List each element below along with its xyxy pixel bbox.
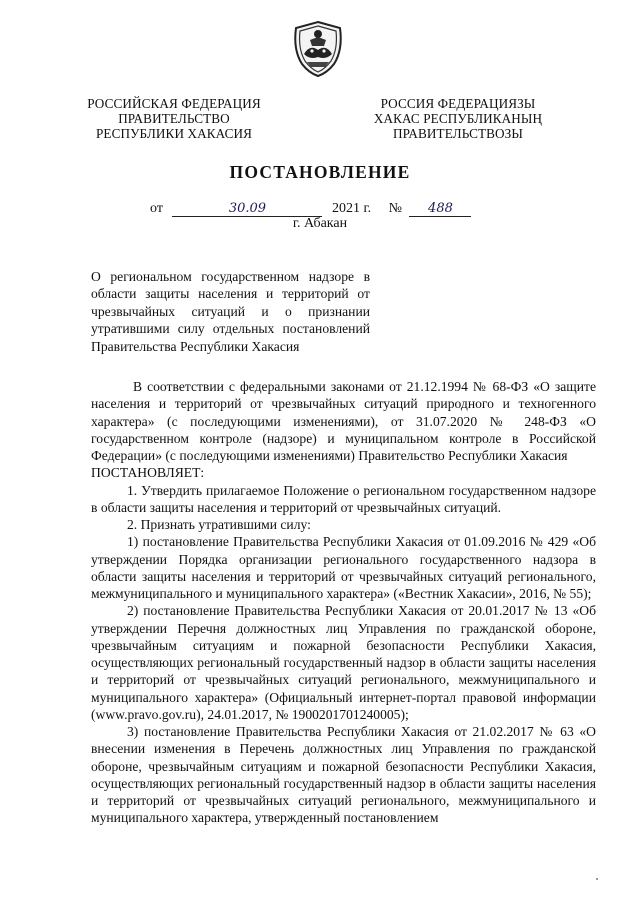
city-name: г. Абакан — [292, 216, 348, 231]
subitem-2-paragraph: 2) постановление Правительства Республики Хакасия от 20.01.2017 № 13 «Об утверждении Перечня должностных лиц Управления по гражданской обороне, чрезвычайным ситуациям и пожарной безопасности Республики Хакасия, осуществляющих региональный государственный надзор в области защиты населения и территорий от чрезвычайных ситуаций регионального, межмуниципального и муниципального характера» (Официальный интернет-портал правовой информации (www.pravo.gov.ru), 24.01.2017, № 1900201701240005); — [91, 603, 596, 722]
date-field: 30.09 — [172, 201, 322, 217]
header-right-line: РОССИЯ ФЕДЕРАЦИЯЗЫ — [380, 96, 536, 111]
date-year: 2021 г. — [331, 201, 372, 216]
header-left-line: РЕСПУБЛИКИ ХАКАСИЯ — [96, 125, 252, 141]
document-title: ПОСТАНОВЛЕНИЕ — [229, 162, 411, 182]
subitem-1-paragraph: 1) постановление Правительства Республики Хакасия от 01.09.2016 № 429 «Об утверждении Порядка организации регионального государственного надзора в области защиты населения и территорий от чрезвычайных ситуаций регионального, межмуниципального и муниципального характера» («Вестник Хакасии», 2016, № 55); — [91, 534, 596, 601]
header-left — [72, 97, 276, 141]
document-body — [91, 378, 596, 827]
subitem-3-paragraph: 3) постановление Правительства Республики Хакасия от 21.02.2017 № 63 «О внесении изменения в Перечень должностных лиц Управления по гражданской обороне, чрезвычайным ситуациям и пожарной безопасности Республики Хакасия, осуществляющих региональный государственный надзор в области защиты населения и территорий от чрезвычайных ситуаций регионального, межмуниципального и муниципального характера, утвержденный постановлением — [91, 724, 596, 826]
date-line — [150, 201, 471, 217]
document-subject: О региональном государственном надзоре в области защиты населения и территорий от чрезвычайных ситуаций и о признании утратившими силу отдельных постановлений Правительства Республики Хакасия — [91, 269, 370, 354]
header-left-line: ПРАВИТЕЛЬСТВО — [118, 110, 230, 126]
coat-of-arms-icon — [290, 20, 346, 78]
item-2-paragraph: 2. Признать утратившими силу: — [127, 517, 311, 532]
header-right — [354, 97, 562, 141]
number-field: 488 — [409, 201, 471, 217]
preamble-paragraph: В соответствии с федеральными законами от 21.12.1994 № 68-ФЗ «О защите населения и территорий от чрезвычайных ситуаций природного и техногенного характера» (с последующими изменениями), от 31.07.2020 № 248-ФЗ «О государственном контроле (надзоре) и муниципальном контроле в Российской Федерации» (с последующими изменениями) Правительство Республики Хакасия — [91, 379, 596, 463]
header-right-line: ПРАВИТЕЛЬСТВОЗЫ — [393, 125, 523, 141]
item-1-paragraph: 1. Утвердить прилагаемое Положение о региональном государственном надзоре в области защиты населения и территорий от чрезвычайных ситуаций. — [91, 482, 596, 515]
number-label: № — [388, 201, 402, 216]
header-left-line: РОССИЙСКАЯ ФЕДЕРАЦИЯ — [87, 96, 261, 111]
scan-speck — [596, 878, 598, 880]
header-right-line: ХАКАС РЕСПУБЛИКАНЫҢ — [373, 110, 543, 126]
decree-word: ПОСТАНОВЛЯЕТ: — [91, 465, 205, 481]
date-from-label: от — [150, 201, 163, 216]
